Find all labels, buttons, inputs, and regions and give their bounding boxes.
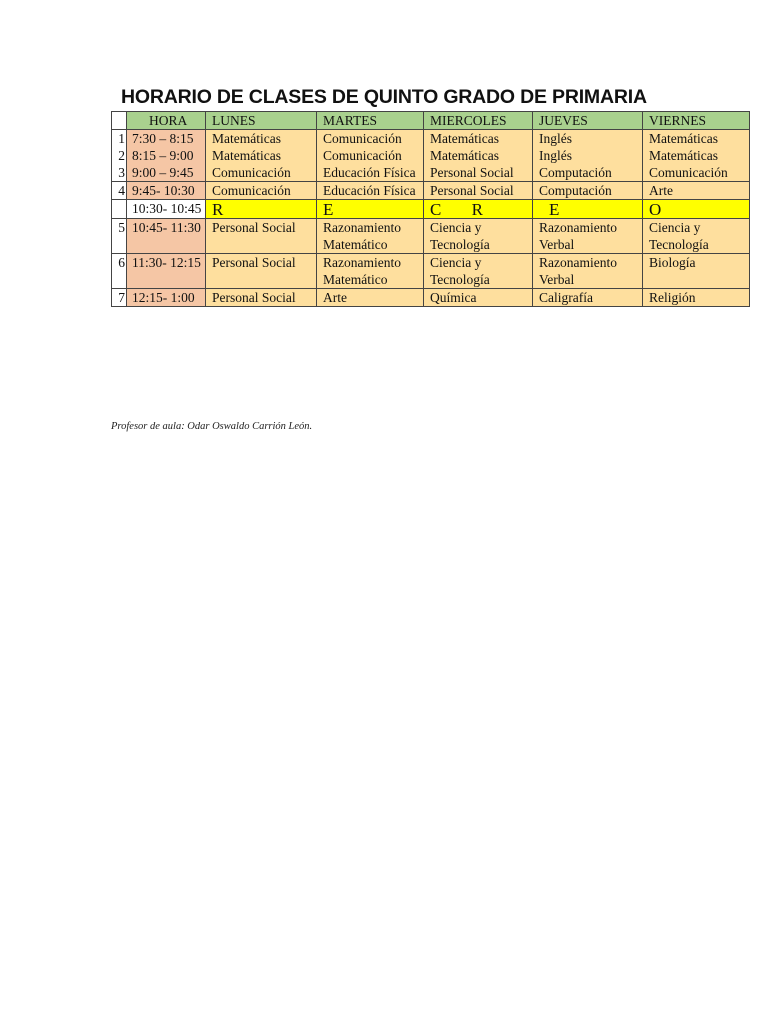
table-row — [112, 219, 750, 254]
table-row — [112, 254, 750, 289]
class-cell: Personal Social — [206, 289, 317, 307]
table-row — [112, 289, 750, 307]
class-cell: Comunicación — [643, 164, 750, 182]
recreo-letter: O — [643, 200, 750, 219]
table-row — [112, 182, 750, 200]
header-miercoles: MIERCOLES — [424, 112, 533, 130]
header-row — [112, 112, 750, 130]
time-cell: 7:30 – 8:15 — [127, 130, 206, 148]
class-cell: Comunicación — [317, 130, 424, 148]
row-number: 6 — [112, 254, 127, 289]
class-cell: Caligrafía — [533, 289, 643, 307]
class-cell: Matemáticas — [643, 147, 750, 164]
class-cell: Computación — [533, 182, 643, 200]
class-cell: Personal Social — [206, 254, 317, 289]
recreo-row — [112, 200, 750, 219]
class-cell: Personal Social — [206, 219, 317, 254]
teacher-note: Profesor de aula: Odar Oswaldo Carrión León. — [111, 421, 313, 432]
time-cell: 8:15 – 9:00 — [127, 147, 206, 164]
table-row — [112, 164, 750, 182]
class-cell: Razonamiento Matemático — [317, 219, 424, 254]
class-cell: Biología — [643, 254, 750, 289]
class-cell: Personal Social — [424, 182, 533, 200]
class-cell: Ciencia y Tecnología — [643, 219, 750, 254]
class-cell: Matemáticas — [424, 147, 533, 164]
recreo-letter: C R — [424, 200, 533, 219]
row-number: 4 — [112, 182, 127, 200]
row-number: 1 — [112, 130, 127, 148]
class-cell: Educación Física — [317, 164, 424, 182]
recreo-letter: R — [206, 200, 317, 219]
table-row — [112, 130, 750, 148]
time-cell: 10:45- 11:30 — [127, 219, 206, 254]
class-cell: Religión — [643, 289, 750, 307]
class-cell: Ciencia y Tecnología — [424, 219, 533, 254]
class-cell: Matemáticas — [206, 130, 317, 148]
row-number: 2 — [112, 147, 127, 164]
header-viernes: VIERNES — [643, 112, 750, 130]
row-number-cell — [112, 112, 127, 130]
header-jueves: JUEVES — [533, 112, 643, 130]
table-row — [112, 147, 750, 164]
row-number: 7 — [112, 289, 127, 307]
class-cell: Matemáticas — [424, 130, 533, 148]
class-cell: Educación Física — [317, 182, 424, 200]
time-cell: 10:30- 10:45 — [127, 200, 206, 219]
class-cell: Inglés — [533, 147, 643, 164]
class-cell: Matemáticas — [643, 130, 750, 148]
class-cell: Comunicación — [206, 164, 317, 182]
time-cell: 9:45- 10:30 — [127, 182, 206, 200]
class-cell: Razonamiento Verbal — [533, 219, 643, 254]
class-cell: Comunicación — [206, 182, 317, 200]
header-lunes: LUNES — [206, 112, 317, 130]
class-cell: Matemáticas — [206, 147, 317, 164]
class-cell: Razonamiento Verbal — [533, 254, 643, 289]
class-cell: Arte — [317, 289, 424, 307]
class-cell: Ciencia y Tecnología — [424, 254, 533, 289]
class-cell: Química — [424, 289, 533, 307]
class-cell: Comunicación — [317, 147, 424, 164]
time-cell: 9:00 – 9:45 — [127, 164, 206, 182]
recreo-letter: E — [317, 200, 424, 219]
time-cell: 11:30- 12:15 — [127, 254, 206, 289]
class-cell: Computación — [533, 164, 643, 182]
document-title: HORARIO DE CLASES DE QUINTO GRADO DE PRIMARIA — [121, 86, 647, 108]
schedule-table — [111, 111, 750, 307]
class-cell: Personal Social — [424, 164, 533, 182]
class-cell: Arte — [643, 182, 750, 200]
header-martes: MARTES — [317, 112, 424, 130]
time-cell: 12:15- 1:00 — [127, 289, 206, 307]
header-hora: HORA — [127, 112, 206, 130]
row-number: 5 — [112, 219, 127, 254]
row-number: 3 — [112, 164, 127, 182]
class-cell: Razonamiento Matemático — [317, 254, 424, 289]
class-cell: Inglés — [533, 130, 643, 148]
row-number — [112, 200, 127, 219]
recreo-letter: E — [533, 200, 643, 219]
